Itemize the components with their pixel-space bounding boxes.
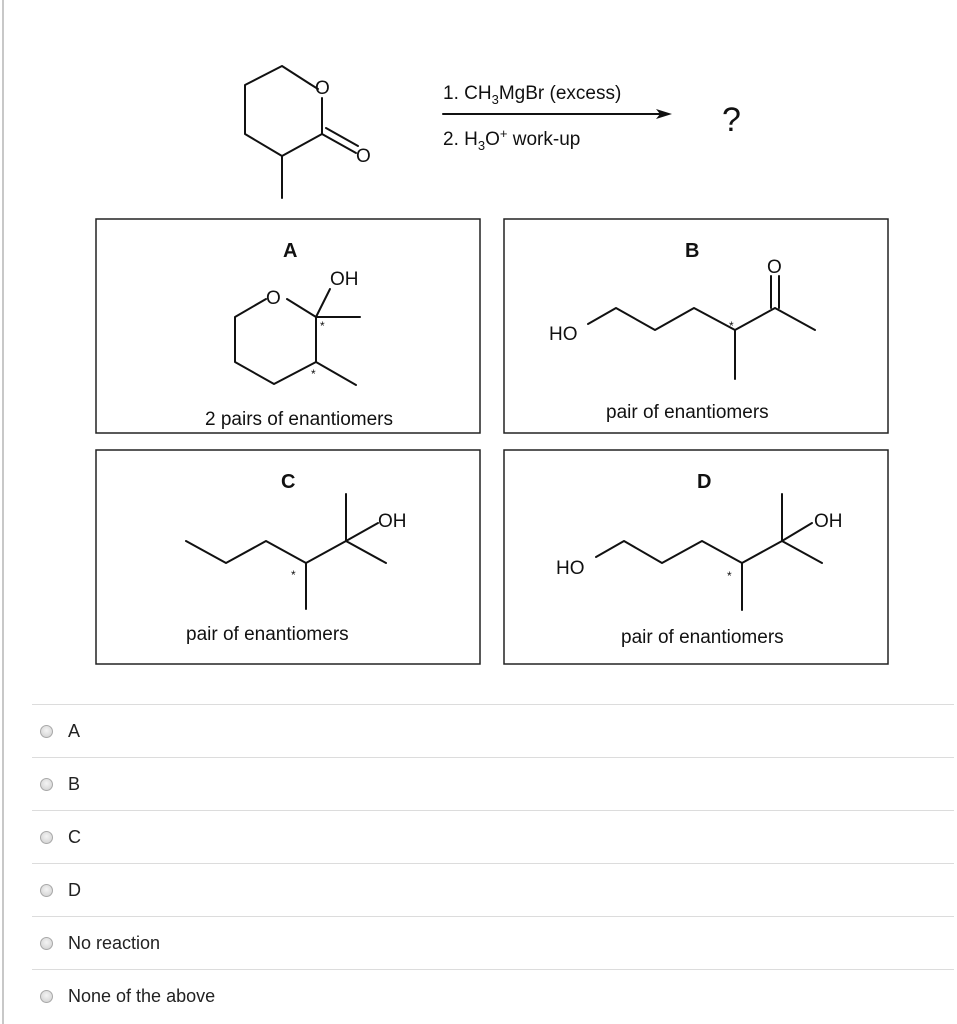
step1-sub: 3 — [491, 92, 499, 107]
option-c-oh-bond — [346, 523, 378, 541]
step2-suffix: work-up — [507, 129, 581, 150]
reactant-ring-bonds — [245, 66, 322, 156]
answer-option-none-of-the-above[interactable] — [32, 969, 954, 1022]
reactant-carbonyl-o-label: O — [356, 146, 371, 167]
option-d-star: * — [727, 569, 732, 583]
option-c-chain — [186, 541, 386, 563]
option-a-caption: 2 pairs of enantiomers — [205, 409, 393, 430]
step1-prefix: 1. CH — [443, 83, 492, 104]
step2-mid: O — [485, 129, 500, 150]
option-b-star: * — [729, 319, 734, 333]
reactant-co-bond-1 — [322, 134, 356, 153]
option-d-chain — [596, 541, 822, 563]
option-a-ring-o: O — [266, 288, 281, 309]
option-b-chain — [588, 308, 815, 330]
reactant-co-bond-2 — [326, 128, 358, 146]
radio-button-icon[interactable] — [40, 884, 53, 897]
step2-prefix: 2. H — [443, 129, 478, 150]
option-a-oh-bond — [316, 289, 330, 317]
answer-choices — [32, 704, 954, 1022]
radio-button-icon[interactable] — [40, 937, 53, 950]
option-b-caption: pair of enantiomers — [606, 402, 769, 423]
option-c-caption: pair of enantiomers — [186, 624, 349, 645]
reagent-step-2 — [443, 126, 580, 153]
option-a-star-1: * — [320, 319, 325, 333]
answer-label: None of the above — [68, 985, 216, 1006]
option-a-methyl2-bond — [316, 362, 356, 385]
option-d-oh-bond — [782, 523, 812, 541]
option-b-letter: B — [685, 240, 700, 262]
radio-button-icon[interactable] — [40, 831, 53, 844]
option-b-carbonyl-o: O — [767, 257, 782, 278]
radio-button-icon[interactable] — [40, 990, 53, 1003]
answer-label: No reaction — [68, 932, 161, 953]
step2-sub: 3 — [477, 138, 486, 153]
option-c-oh: OH — [378, 511, 407, 532]
answer-option-a[interactable] — [32, 704, 954, 757]
option-d-ho: HO — [556, 558, 585, 579]
product-unknown: ? — [722, 101, 741, 139]
answer-label: D — [68, 879, 81, 900]
answer-label: C — [68, 826, 81, 847]
option-d-caption: pair of enantiomers — [621, 627, 784, 648]
answer-option-b[interactable] — [32, 757, 954, 810]
answer-label: B — [68, 773, 81, 794]
option-b-ho: HO — [549, 324, 578, 345]
option-a-oh: OH — [330, 269, 359, 290]
answer-label: A — [68, 720, 81, 741]
option-c-star: * — [291, 568, 296, 582]
option-a-ring — [235, 299, 316, 384]
option-a-letter: A — [283, 240, 298, 262]
answer-option-d[interactable] — [32, 863, 954, 916]
option-a-star-2: * — [311, 367, 316, 381]
answer-option-c[interactable] — [32, 810, 954, 863]
option-d-letter: D — [697, 471, 712, 493]
answer-option-no-reaction[interactable] — [32, 916, 954, 969]
step2-sup: + — [499, 126, 508, 141]
radio-button-icon[interactable] — [40, 778, 53, 791]
step1-suffix: MgBr (excess) — [498, 83, 622, 104]
option-d-oh: OH — [814, 511, 843, 532]
radio-button-icon[interactable] — [40, 725, 53, 738]
reactant-ring-o-label: O — [315, 78, 330, 99]
reagent-step-1 — [443, 83, 621, 107]
option-c-letter: C — [281, 471, 296, 493]
